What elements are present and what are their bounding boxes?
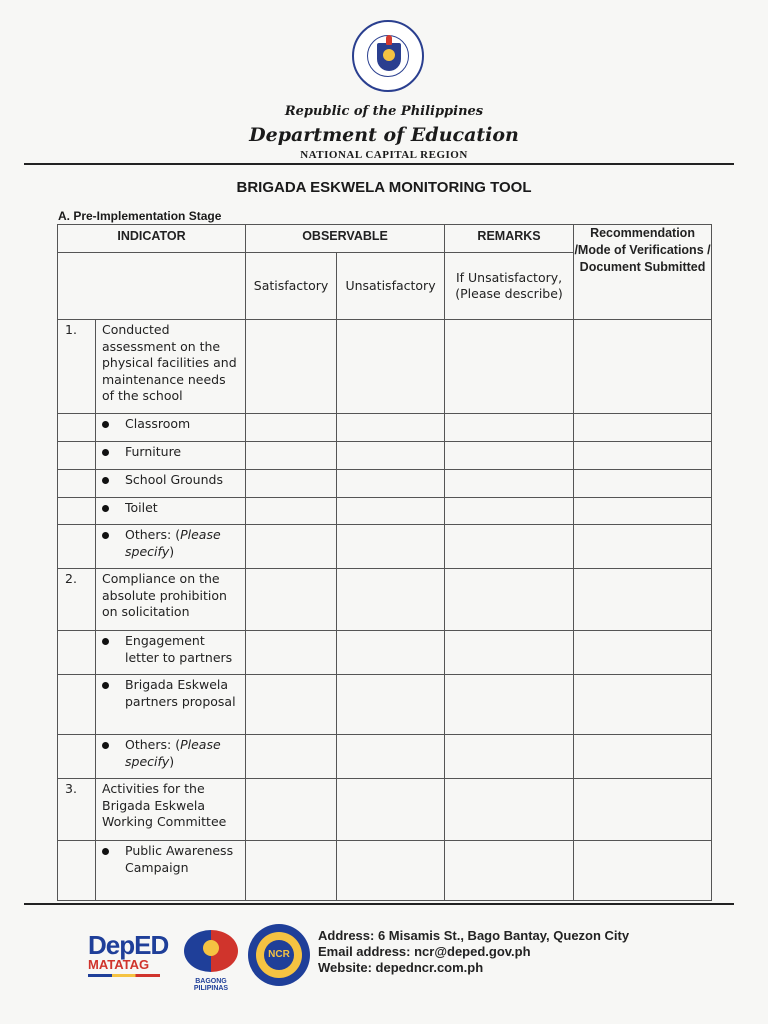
- bullet-icon: [102, 421, 109, 428]
- satisfactory-cell[interactable]: [246, 442, 337, 470]
- bullet-icon: [102, 449, 109, 456]
- unsatisfactory-cell[interactable]: [337, 631, 445, 675]
- ncr-seal-text: NCR: [264, 940, 294, 970]
- recommendation-cell[interactable]: [574, 841, 712, 901]
- remarks-cell[interactable]: [445, 442, 574, 470]
- unsatisfactory-cell[interactable]: [337, 735, 445, 779]
- remarks-cell[interactable]: [445, 735, 574, 779]
- remarks-cell[interactable]: [445, 841, 574, 901]
- recommendation-cell[interactable]: [574, 442, 712, 470]
- recommendation-cell[interactable]: [574, 525, 712, 569]
- remarks-cell[interactable]: [445, 675, 574, 735]
- unsatisfactory-cell[interactable]: [337, 675, 445, 735]
- bagong-pilipinas-text: BAGONG PILIPINAS: [193, 978, 229, 992]
- recommendation-cell[interactable]: [574, 320, 712, 414]
- header-divider: [24, 163, 734, 165]
- bullet-icon: [102, 532, 109, 539]
- indicator-item: School Grounds: [125, 472, 223, 487]
- table-row: [58, 569, 712, 631]
- table-row: [58, 498, 712, 525]
- unsatisfactory-cell[interactable]: [337, 525, 445, 569]
- satisfactory-cell[interactable]: [246, 414, 337, 442]
- row-number: 1.: [58, 320, 96, 414]
- deped-seal-icon: [352, 20, 424, 92]
- remarks-cell[interactable]: [445, 525, 574, 569]
- recommendation-cell[interactable]: [574, 779, 712, 841]
- remarks-cell[interactable]: [445, 569, 574, 631]
- table-row: [58, 841, 712, 901]
- unsatisfactory-header: Unsatisfactory: [337, 253, 445, 320]
- indicator-item: Others: (Please specify): [125, 527, 221, 559]
- department-heading: Department of Education: [249, 124, 519, 146]
- remarks-header: REMARKS: [445, 225, 574, 253]
- bullet-icon: [102, 848, 109, 855]
- document-title: BRIGADA ESKWELA MONITORING TOOL: [236, 179, 532, 196]
- table-row: [58, 735, 712, 779]
- indicator-item: Toilet: [125, 500, 158, 515]
- republic-heading: Republic of the Philippines: [284, 104, 484, 119]
- satisfactory-cell[interactable]: [246, 841, 337, 901]
- remarks-cell[interactable]: [445, 498, 574, 525]
- bullet-icon: [102, 505, 109, 512]
- satisfactory-cell[interactable]: [246, 525, 337, 569]
- satisfactory-cell[interactable]: [246, 470, 337, 498]
- remarks-cell[interactable]: [445, 779, 574, 841]
- satisfactory-cell[interactable]: [246, 735, 337, 779]
- deped-matatag-logo: [88, 930, 169, 990]
- indicator-subheader-blank: [58, 253, 246, 320]
- row-number: 3.: [58, 779, 96, 841]
- recommendation-cell[interactable]: [574, 470, 712, 498]
- satisfactory-cell[interactable]: [246, 779, 337, 841]
- indicator-text: Compliance on the absolute prohibition on solicitation: [96, 569, 246, 631]
- section-heading: A. Pre-Implementation Stage: [58, 209, 222, 223]
- bullet-icon: [102, 682, 109, 689]
- unsatisfactory-cell[interactable]: [337, 320, 445, 414]
- indicator-item: Others: (Please specify): [125, 737, 221, 769]
- contact-block: [318, 928, 629, 976]
- indicator-text: Conducted assessment on the physical facilities and maintenance needs of the school: [96, 320, 246, 414]
- recommendation-cell[interactable]: [574, 675, 712, 735]
- satisfactory-cell[interactable]: [246, 498, 337, 525]
- indicator-item: Engagement letter to partners: [125, 633, 233, 665]
- bullet-icon: [102, 477, 109, 484]
- recommendation-cell[interactable]: [574, 498, 712, 525]
- remarks-cell[interactable]: [445, 631, 574, 675]
- if-unsatisfactory-header: If Unsatisfactory, (Please describe): [445, 253, 574, 320]
- satisfactory-cell[interactable]: [246, 631, 337, 675]
- region-heading: NATIONAL CAPITAL REGION: [300, 149, 468, 161]
- table-row: [58, 779, 712, 841]
- unsatisfactory-cell[interactable]: [337, 569, 445, 631]
- footer-divider: [24, 903, 734, 905]
- email-text[interactable]: Email address: ncr@deped.gov.ph: [318, 944, 531, 959]
- bullet-icon: [102, 742, 109, 749]
- unsatisfactory-cell[interactable]: [337, 841, 445, 901]
- table-row: [58, 675, 712, 735]
- indicator-text: Activities for the Brigada Eskwela Working Committee: [96, 779, 246, 841]
- indicator-item: Furniture: [125, 444, 182, 459]
- monitoring-table: [57, 224, 712, 901]
- recommendation-header: Recommendation /Mode of Verifications / Document Submitted: [574, 225, 712, 320]
- sun-icon: [203, 940, 219, 956]
- unsatisfactory-cell[interactable]: [337, 442, 445, 470]
- table-row: [58, 320, 712, 414]
- unsatisfactory-cell[interactable]: [337, 498, 445, 525]
- satisfactory-cell[interactable]: [246, 569, 337, 631]
- deped-logo-text: DepED: [88, 930, 169, 960]
- table-row: [58, 414, 712, 442]
- unsatisfactory-cell[interactable]: [337, 779, 445, 841]
- satisfactory-cell[interactable]: [246, 320, 337, 414]
- unsatisfactory-cell[interactable]: [337, 470, 445, 498]
- recommendation-cell[interactable]: [574, 631, 712, 675]
- bagong-pilipinas-logo: [180, 930, 242, 992]
- ncr-seal-icon: [248, 924, 310, 986]
- address-text: Address: 6 Misamis St., Bago Bantay, Quezon City: [318, 928, 630, 943]
- recommendation-cell[interactable]: [574, 569, 712, 631]
- indicator-header: INDICATOR: [58, 225, 246, 253]
- indicator-item: Classroom: [125, 416, 191, 431]
- matatag-logo-text: MATATAG: [88, 957, 150, 972]
- website-text[interactable]: Website: depedncr.com.ph: [318, 960, 484, 975]
- observable-header: OBSERVABLE: [246, 225, 445, 253]
- remarks-cell[interactable]: [445, 470, 574, 498]
- satisfactory-cell[interactable]: [246, 675, 337, 735]
- recommendation-cell[interactable]: [574, 414, 712, 442]
- satisfactory-header: Satisfactory: [246, 253, 337, 320]
- table-row: [58, 470, 712, 498]
- bullet-icon: [102, 638, 109, 645]
- table-row: [58, 525, 712, 569]
- indicator-item: Brigada Eskwela partners proposal: [125, 677, 236, 709]
- indicator-item: Public Awareness Campaign: [125, 843, 234, 875]
- table-row: [58, 442, 712, 470]
- recommendation-cell[interactable]: [574, 735, 712, 779]
- table-row: [58, 631, 712, 675]
- remarks-cell[interactable]: [445, 320, 574, 414]
- unsatisfactory-cell[interactable]: [337, 414, 445, 442]
- row-number: 2.: [58, 569, 96, 631]
- remarks-cell[interactable]: [445, 414, 574, 442]
